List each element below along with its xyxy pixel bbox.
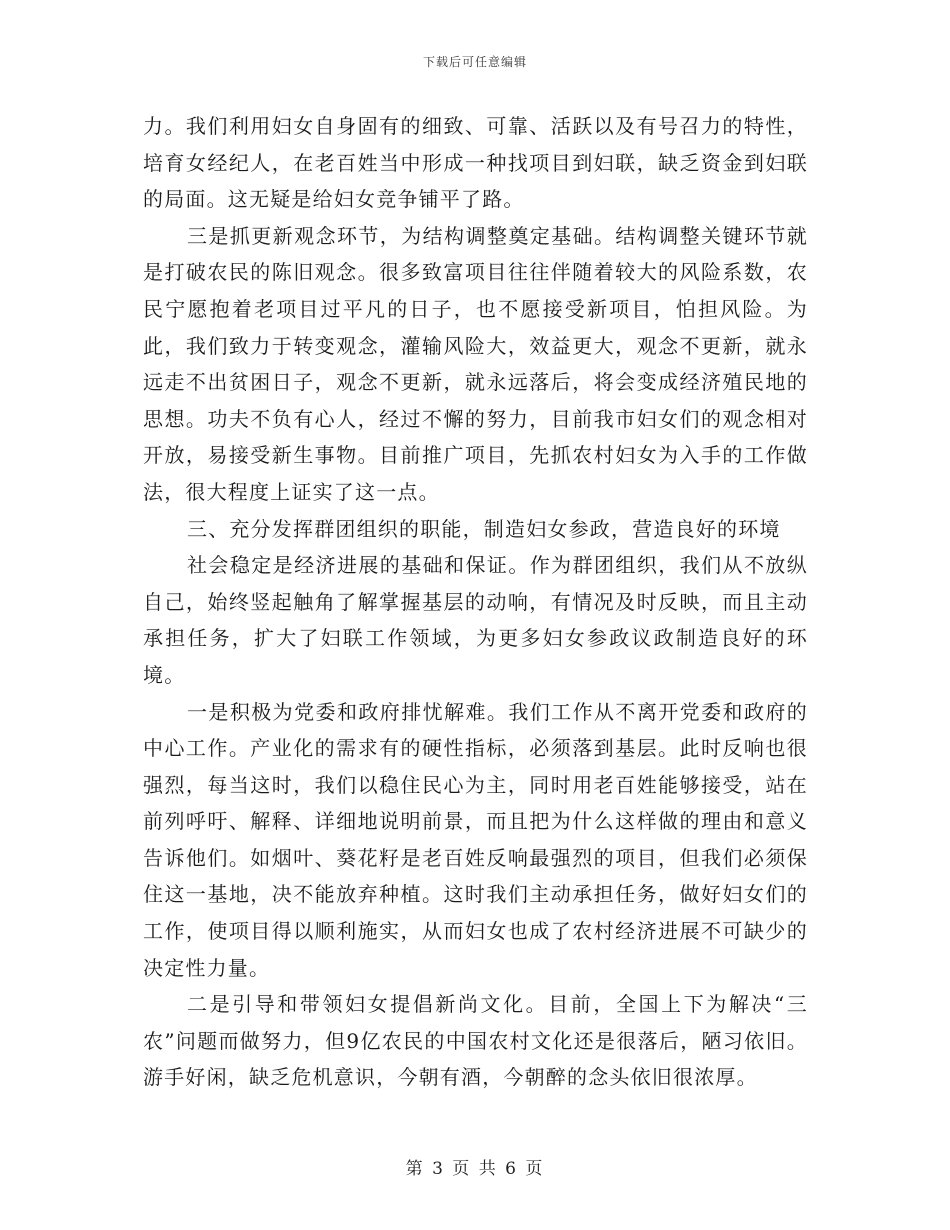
paragraph-point-two: 二是引导和带领妇女提倡新尚文化。目前，全国上下为解决“三农”问题而做努力，但9亿农民的中国农村文化还是很落后，陋习依旧。游手好闲，缺乏危机意识，今朝有酒，今朝醉的念头依旧很浓厚。 — [143, 992, 808, 1090]
document-body — [143, 108, 808, 1096]
paragraph-point-three: 三是抓更新观念环节，为结构调整奠定基础。结构调整关键环节就是打破农民的陈旧观念。很多致富项目往往伴随着较大的风险系数，农民宁愿抱着老项目过平凡的日子，也不愿接受新项目，怕担风险。为此，我们致力于转变观念，灌输风险大，效益更大，观念不更新，就永远走不出贫困日子，观念不更新，就永远落后，将会变成经济殖民地的思想。功夫不负有心人，经过不懈的努力，目前我市妇女们的观念相对开放，易接受新生事物。目前推广项目，先抓农村妇女为入手的工作做法，很大程度上证实了这一点。 — [143, 223, 808, 504]
section-heading-three: 三、充分发挥群团组织的职能，制造妇女参政，营造良好的环境 — [187, 516, 781, 541]
paragraph-section-intro: 社会稳定是经济进展的基础和保证。作为群团组织，我们从不放纵自己，始终竖起触角了解掌握基层的动响，有情况及时反映，而且主动承担任务，扩大了妇联工作领域，为更多妇女参政议政制造良好的环境。 — [143, 553, 808, 687]
page-number-footer: 第 3 页 共 6 页 — [405, 1159, 545, 1179]
paragraph-point-one: 一是积极为党委和政府排忧解难。我们工作从不离开党委和政府的中心工作。产业化的需求有的硬性指标，必须落到基层。此时反响也很强烈，每当这时，我们以稳住民心为主，同时用老百姓能够接受，站在前列呼吁、解释、详细地说明前景，而且把为什么这样做的理由和意义告诉他们。如烟叶、葵花籽是老百姓反响最强烈的项目，但我们必须保住这一基地，决不能放弃种植。这时我们主动承担任务，做好妇女们的工作，使项目得以顺利施实，从而妇女也成了农村经济进展不可缺少的决定性力量。 — [143, 699, 808, 980]
paragraph-continuation: 力。我们利用妇女自身固有的细致、可靠、活跃以及有号召力的特性，培育女经纪人，在老百姓当中形成一种找项目到妇联，缺乏资金到妇联的局面。这无疑是给妇女竞争铺平了路。 — [143, 114, 808, 212]
page-header-note: 下载后可任意编辑 — [422, 55, 527, 69]
